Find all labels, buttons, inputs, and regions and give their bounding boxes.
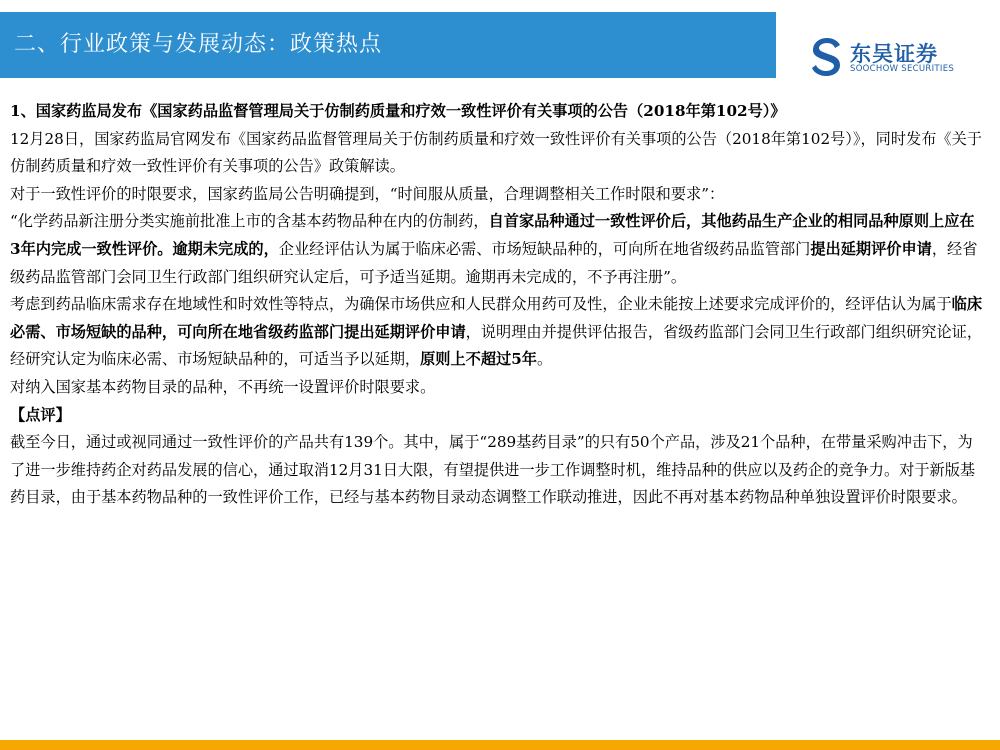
page-title: 二、行业政策与发展动态：政策热点 <box>14 32 383 57</box>
quote-bold-deadline: 自首家品种通过一致性评价后，其他药品生产企业的相同品种原则上应在3年内完成一致性评价。逾期未完成的， <box>10 212 975 258</box>
quote-text: “化学药品新注册分类实施前批准上市的含基本药物品种在内的仿制药， <box>10 212 489 231</box>
paragraph-comment: 截至今日，通过或视同通过一致性评价的产品共有139个。其中，属于“289基药目录”的只有50个产品，涉及21个品种，在带量采购冲击下，为了进一步维持药企对药品发展的信心，通过取消12月31日大限，有望提供进一步工作调整时机，维持品种的供应以及药企的竞争力。对于新版基药目录，由于基本药物品种的一致性评价工作，已经与基本药物目录动态调整工作联动推进，因此不再对基本药物品种单独设置评价时限要求。 <box>10 433 976 507</box>
company-logo <box>810 36 980 84</box>
header-bar <box>0 12 776 78</box>
comment-heading: 【点评】 <box>10 405 71 424</box>
extension-bold-2: 原则上不超过5年 <box>420 350 537 369</box>
document-body <box>10 98 982 512</box>
paragraph-time-requirement: 对于一致性评价的时限要求，国家药监局公告明确提到，“时间服从质量，合理调整相关工作时限和要求”： <box>10 184 725 203</box>
extension-text-3: 。 <box>536 350 553 369</box>
paragraph-essential-drugs: 对纳入国家基本药物目录的品种，不再统一设置评价时限要求。 <box>10 377 436 396</box>
paragraph-quote <box>10 208 982 291</box>
logo-english-name: SOOCHOW SECURITIES <box>850 64 955 74</box>
footer-bar <box>0 740 1000 750</box>
quote-text-3: ，经省级药品监管部门会同卫生行政部门组织研究认定后，可予适当延期。逾期再未完成的，不予再注册”。 <box>10 239 978 286</box>
section-heading: 1、国家药监局发布《国家药品监督管理局关于仿制药质量和疗效一致性评价有关事项的公告（2018年第102号）》 <box>10 102 786 120</box>
paragraph-announcement: 12月28日，国家药监局官网发布《国家药品监督管理局关于仿制药质量和疗效一致性评价有关事项的公告（2018年第102号）》，同时发布《关于仿制药质量和疗效一致性评价有关事项的公告》政策解读。 <box>10 129 982 176</box>
logo-chinese-name: 东吴证券 <box>850 42 938 66</box>
extension-text: 考虑到药品临床需求存在地域性和时效性等特点，为确保市场供应和人民群众用药可及性，企业未能按上述要求完成评价的，经评估认为属于 <box>10 295 952 314</box>
extension-text-2: ，说明理由并提供评估报告，省级药监部门会同卫生行政部门组织研究论证，经研究认定为临床必需、市场短缺品种的，可适当予以延期， <box>10 322 982 369</box>
quote-text-2: 企业经评估认为属于临床必需、市场短缺品种的，可向所在地省级药品监管部门 <box>278 239 811 258</box>
logo-mark-icon <box>810 36 844 76</box>
extension-bold-1: 临床必需、市场短缺的品种，可向所在地省级药监部门提出延期评价申请 <box>10 295 982 341</box>
quote-bold-extension: 提出延期评价申请 <box>810 239 932 258</box>
paragraph-extension-policy <box>10 291 982 374</box>
